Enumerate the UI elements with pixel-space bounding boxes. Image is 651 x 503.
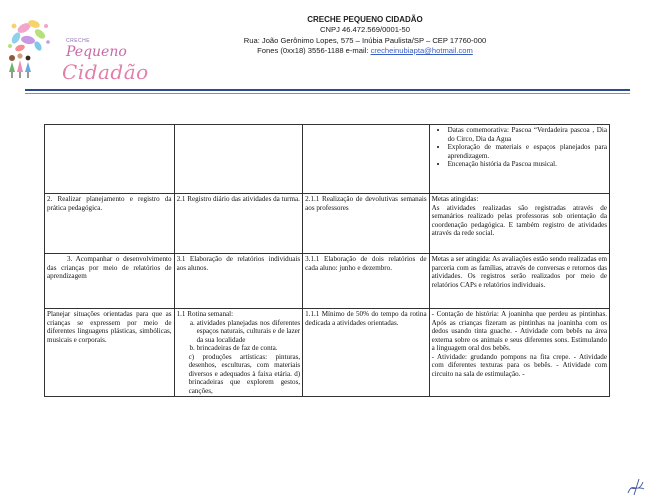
table-cell: 2.1 Registro diário das atividades da turma.: [174, 194, 303, 254]
table-cell: 3.1 Elaboração de relatórios individuais aos alunos.: [174, 254, 303, 309]
org-contact: [200, 46, 530, 56]
org-address: Rua: João Gerônimo Lopes, 575 – Inúbia Paulista/SP – CEP 17760-000: [243, 35, 487, 45]
table-cell: [429, 125, 609, 194]
routine-continued: c) produções artísticas: pinturas, desenhos, esculturas, com materiais diversos e adequados à faixa etária. d) brincadeiras que explorem gestos, canções,: [188, 352, 301, 395]
table-cell: 3.1.1 Elaboração de dois relatórios de cada aluno: junho e dezembro.: [303, 254, 429, 309]
routine-list: [177, 319, 301, 353]
table-row: [45, 254, 610, 309]
table-cell: [174, 309, 303, 397]
header-rule-thin: [25, 93, 630, 94]
table-row: [45, 194, 610, 254]
organization-info: [200, 15, 530, 56]
table-cell: [174, 125, 303, 194]
table-cell: - Contação de história: A joaninha que perdeu as pintinhas. Após as crianças fizeram as pintinhas na joaninha com os dedos usando tinta guache. - Atividade com bebês na área externa sobre os animais e seus diferentes sons. Estimulando a linguagem oral dos bebês. - Atividade: grudando pompons na fita crepe. - Atividade com diferentes texturas para os bebês. - Atividade com circuito na sala de estimulação. -: [429, 309, 609, 397]
list-item: b. brincadeiras de faz de conta.: [197, 344, 301, 353]
letterhead: [0, 0, 651, 92]
list-item: • Exploração de materiais e espaços planejados para aprendizagem.: [448, 143, 607, 160]
table-cell: 3. Acompanhar o desenvolvimento das crianças por meio de relatórios de aprendizagem: [45, 254, 175, 309]
org-name: CRECHE PEQUENO CIDADÃO: [307, 15, 423, 24]
planning-table: [44, 124, 610, 397]
org-phones: Fones (0xx18) 3556-1188 e-mail:: [257, 45, 371, 55]
table-cell: Planejar situações orientadas para que as crianças se expressem por meio de diferentes linguagens plásticas, simbólicas, musicais e corporais.: [45, 309, 175, 397]
table-cell: Metas a ser atingida: As avaliações estão sendo realizadas em parceria com as famílias, através de conversas e retornos das atividades. Os registros serão realizados por meio de relatórios CAPs e relatórios individuais.: [429, 254, 609, 309]
table-cell: 2. Realizar planejamento e registro da prática pedagógica.: [45, 194, 175, 254]
logo-small-text: CRECHE: [66, 38, 91, 44]
activity-list: [432, 126, 607, 169]
list-item: a. atividades planejadas nos diferentes espaços naturais, culturais e de lazer da sua localidade: [197, 319, 301, 345]
table-cell: [45, 125, 175, 194]
table-cell: 2.1.1 Realização de devolutivas semanais aos professores: [303, 194, 429, 254]
table-cell: [303, 125, 429, 194]
list-item: • Encenação história da Pascoa musical.: [448, 160, 607, 169]
list-item: • Datas comemorativa: Pascoa “Verdadeira pascoa , Dia do Circo, Dia da Agua: [448, 126, 607, 143]
table-cell: 1.1.1 Mínimo de 50% do tempo da rotina dedicada a atividades orientadas.: [303, 309, 429, 397]
table-row: [45, 309, 610, 397]
logo-word-cidadao: Cidadão: [62, 60, 149, 84]
creche-logo: [6, 14, 149, 86]
header-rule-thick: [25, 89, 630, 91]
table-row: [45, 125, 610, 194]
routine-title: 1.1 Rotina semanal:: [176, 310, 234, 318]
org-email-link[interactable]: crecheinubiapta@hotmail.com: [370, 45, 473, 55]
org-cnpj: CNPJ 46.472.569/0001-50: [320, 25, 410, 35]
logo-word-pequeno: Pequeno: [66, 44, 127, 60]
table-cell: Metas atingidas: As atividades realizadas são registradas através de semanários realizado pelas professoras sob orientação da coordenação pedagógica. E também registro de atividades através da rede social.: [429, 194, 609, 254]
signature-mark-icon: [625, 476, 647, 498]
